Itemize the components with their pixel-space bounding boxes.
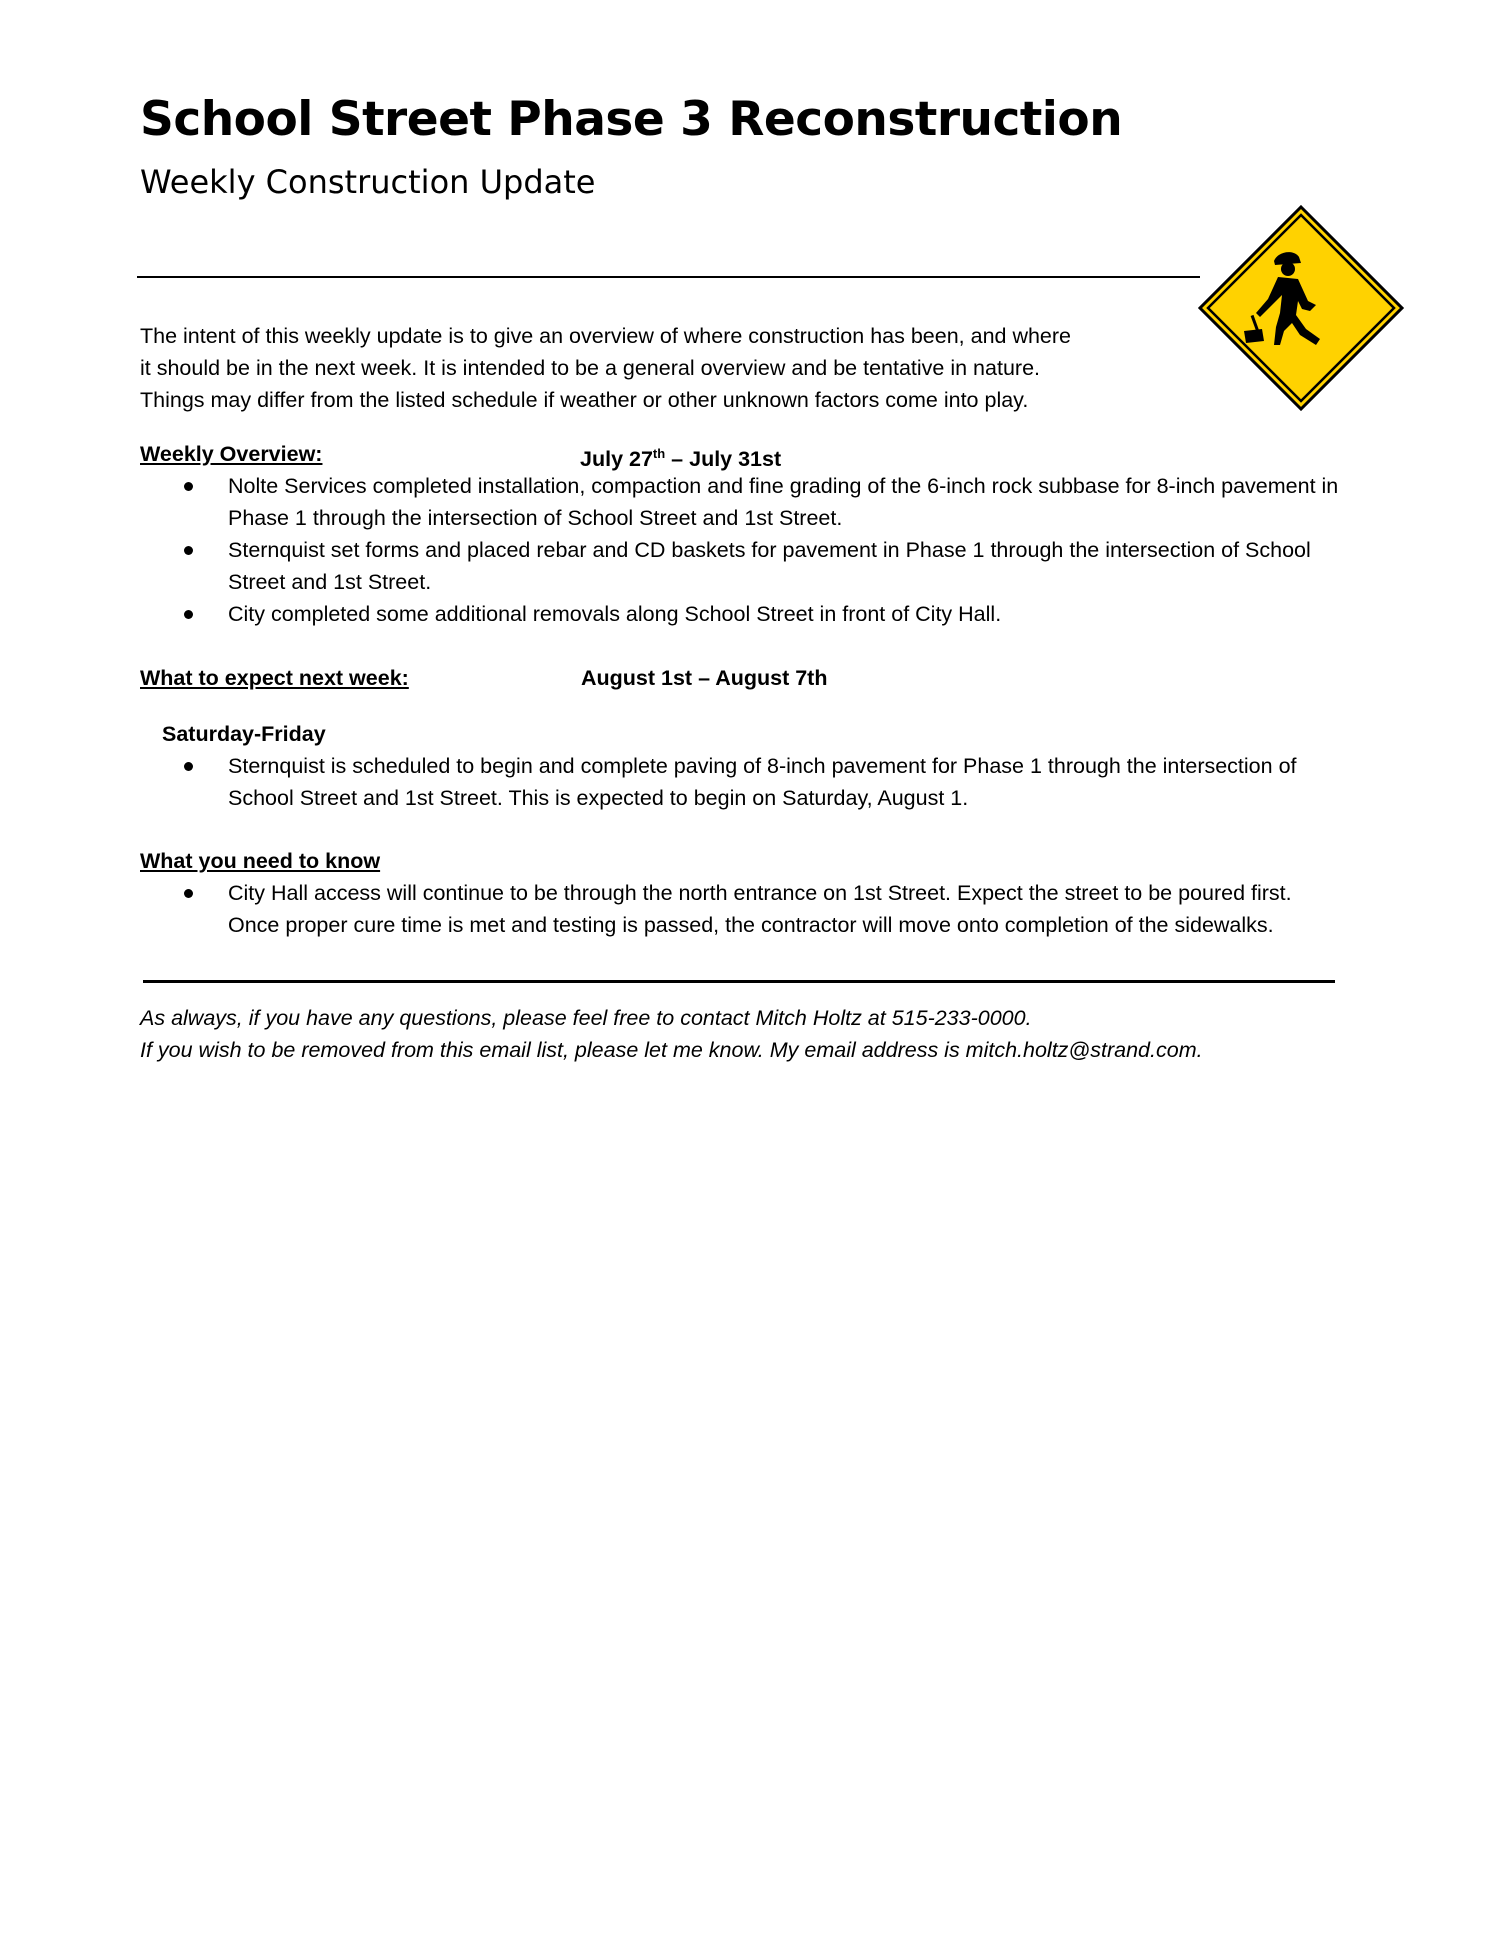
list-item-text: Sternquist is scheduled to begin and complete paving of 8-inch pavement for Phase 1 through the intersection of School Street and 1st Street. This is expected to begin on Saturday, August 1. — [228, 754, 1297, 810]
bullet-icon — [184, 546, 193, 555]
page-subtitle: Weekly Construction Update — [140, 163, 596, 201]
construction-worker-sign-icon — [1198, 205, 1404, 411]
weekly-overview-label: Weekly Overview: — [140, 442, 323, 466]
next-week-label: What to expect next week: — [140, 666, 409, 690]
bullet-icon — [184, 762, 193, 771]
bullet-icon — [184, 610, 193, 619]
list-item-text: Nolte Services completed installation, compaction and fine grading of the 6-inch rock subbase for 8-inch pavement in Phase 1 through the intersection of School Street and 1st Street. — [228, 474, 1339, 530]
list-item — [140, 877, 1340, 941]
list-item-text: City Hall access will continue to be through the north entrance on 1st Street. Expect the street to be poured first. Once proper cure time is met and testing is passed, the contractor will move onto completion of the sidewalks. — [228, 881, 1292, 937]
list-item — [140, 598, 1340, 630]
date-start: July 27 — [580, 447, 653, 472]
page-title: School Street Phase 3 Reconstruction — [140, 92, 1123, 147]
need-to-know-heading: What you need to know — [140, 849, 381, 873]
next-week-subheading: Saturday-Friday — [162, 722, 326, 746]
intro-line: it should be in the next week. It is intended to be a general overview and be tentative in nature. — [140, 356, 1040, 380]
weekly-overview-list — [140, 470, 1340, 630]
list-item — [140, 750, 1340, 814]
footer-divider — [143, 980, 1335, 983]
next-week-heading — [140, 662, 828, 694]
weekly-overview-heading — [140, 438, 782, 472]
date-start-suffix: th — [652, 446, 666, 461]
header-divider — [137, 276, 1200, 278]
list-item — [140, 470, 1340, 534]
next-week-list — [140, 750, 1340, 814]
intro-paragraph — [140, 320, 1190, 416]
next-week-dates: August 1st – August 7th — [581, 666, 828, 690]
footer-contact-line: As always, if you have any questions, please feel free to contact Mitch Holtz at 515-233-0000. — [140, 1006, 1032, 1030]
intro-line: The intent of this weekly update is to give an overview of where construction has been, and where — [140, 324, 1072, 348]
bullet-icon — [184, 482, 193, 491]
footer-unsubscribe-line: If you wish to be removed from this email list, please let me know. My email address is mitch.holtz@strand.com. — [140, 1038, 1203, 1062]
need-to-know-list — [140, 877, 1340, 941]
intro-line: Things may differ from the listed schedule if weather or other unknown factors come into play. — [140, 388, 1029, 412]
list-item — [140, 534, 1340, 598]
list-item-text: City completed some additional removals along School Street in front of City Hall. — [228, 602, 1002, 626]
list-item-text: Sternquist set forms and placed rebar and CD baskets for pavement in Phase 1 through the intersection of School Street and 1st Street. — [228, 538, 1311, 594]
footer-contact — [140, 1002, 1203, 1066]
bullet-icon — [184, 889, 193, 898]
date-end: – July 31st — [665, 447, 782, 472]
